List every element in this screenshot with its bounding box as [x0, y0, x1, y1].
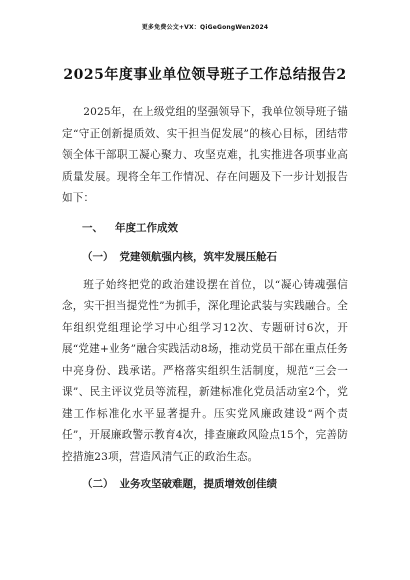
- subsection-paragraph: 班子始终把党的政治建设摆在首位，以“凝心铸魂强信念，实干担当提党性”为抓手，深化理论武装与实践融合。全年组织党组理论学习中心组学习12次、专题研讨6次，开展“党建+业务”融合实践活动8场，推动党员干部在重点任务中亮身份、践承诺。严格落实组织生活制度，规范“三会一课”、民主评议党员等流程，新建标准化党员活动室2个，党建工作标准化水平显著提升。压实党风廉政建设“两个责任”，开展廉政警示教育4次，排查廉政风险点15个，完善防控措施23项，营造风清气正的政治生态。: [62, 278, 348, 463]
- intro-paragraph: 2025年，在上级党组的坚强领导下，我单位领导班子锚定“守正创新提质效、实干担当促发展”的核心目标，团结带领全体干部职工凝心聚力、攻坚克难，扎实推进各项事业高质量发展。现将全年工作情况、存在问题及下一步计划报告如下：: [62, 106, 348, 204]
- document-body: [62, 102, 348, 502]
- subsection-number: （二）: [82, 478, 114, 490]
- subsection-heading: [62, 247, 348, 269]
- subsection-heading: [62, 474, 348, 496]
- subsection-title: 业务攻坚破难题，提质增效创佳绩: [119, 478, 277, 490]
- header-note: 更多免费公文+VX：QiGeGongWen2024: [141, 24, 269, 31]
- section-number: 一、: [82, 221, 103, 234]
- subsection-title: 党建领航强内核，筑牢发展压舱石: [119, 251, 277, 263]
- section-heading: [62, 218, 348, 240]
- subsection-number: （一）: [82, 251, 114, 263]
- section-title: 年度工作成效: [115, 221, 178, 234]
- document-title: 2025年度事业单位领导班子工作总结报告2: [63, 67, 347, 83]
